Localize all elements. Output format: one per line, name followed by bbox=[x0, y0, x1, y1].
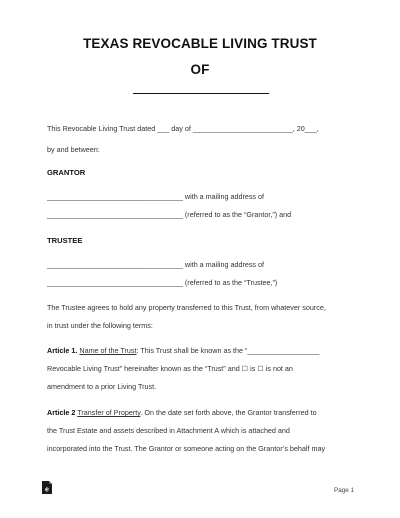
article-1-line-3: amendment to a prior Living Trust. bbox=[47, 382, 157, 391]
article-1-label: Article 1. bbox=[47, 346, 78, 355]
article-2-heading: Transfer of Property bbox=[77, 408, 141, 417]
grantor-name-blank-line bbox=[133, 93, 269, 94]
trustee-name-line: __________________________________ with a mailing address of bbox=[47, 260, 265, 269]
grantor-name-line: __________________________________ with a mailing address of bbox=[47, 192, 265, 201]
article-2-label: Article 2 bbox=[47, 408, 76, 417]
intro-line-2: by and between: bbox=[47, 145, 100, 154]
page-number: Page 1 bbox=[334, 487, 354, 494]
grantor-heading: GRANTOR bbox=[47, 168, 86, 177]
trustee-paragraph-line: The Trustee agrees to hold any property transferred to this Trust, from whatever source, bbox=[47, 303, 326, 312]
article-1-line-2: Revocable Living Trust” hereinafter known as the “Trust” and ☐ is ☐ is not an bbox=[47, 364, 293, 373]
trustee-paragraph-line-2: in trust under the following terms: bbox=[47, 321, 153, 330]
svg-text:e: e bbox=[45, 486, 49, 494]
intro-line: This Revocable Living Trust dated ___ day of _________________________, 20___, bbox=[47, 124, 319, 133]
trustee-address-line: __________________________________ (referred to as the “Trustee,”) bbox=[47, 278, 278, 287]
eforms-logo-icon bbox=[41, 480, 53, 495]
article-1-line bbox=[47, 347, 319, 354]
article-2-text: . On the date set forth above, the Grantor transferred to bbox=[140, 408, 317, 417]
article-2-line bbox=[47, 409, 317, 416]
article-2-line-3: incorporated into the Trust. The Grantor or someone acting on the Grantor’s behalf may bbox=[47, 444, 326, 453]
article-1-heading: Name of the Trust bbox=[79, 346, 137, 355]
trustee-heading: TRUSTEE bbox=[47, 236, 83, 245]
article-1-text: : This Trust shall be known as the “__________________ bbox=[136, 346, 320, 355]
article-2-line-2: the Trust Estate and assets described in Attachment A which is attached and bbox=[47, 426, 290, 435]
document-title: TEXAS REVOCABLE LIVING TRUST bbox=[83, 36, 317, 51]
document-title-of: OF bbox=[190, 62, 210, 77]
grantor-address-line: __________________________________ (referred to as the “Grantor,”) and bbox=[47, 210, 292, 219]
